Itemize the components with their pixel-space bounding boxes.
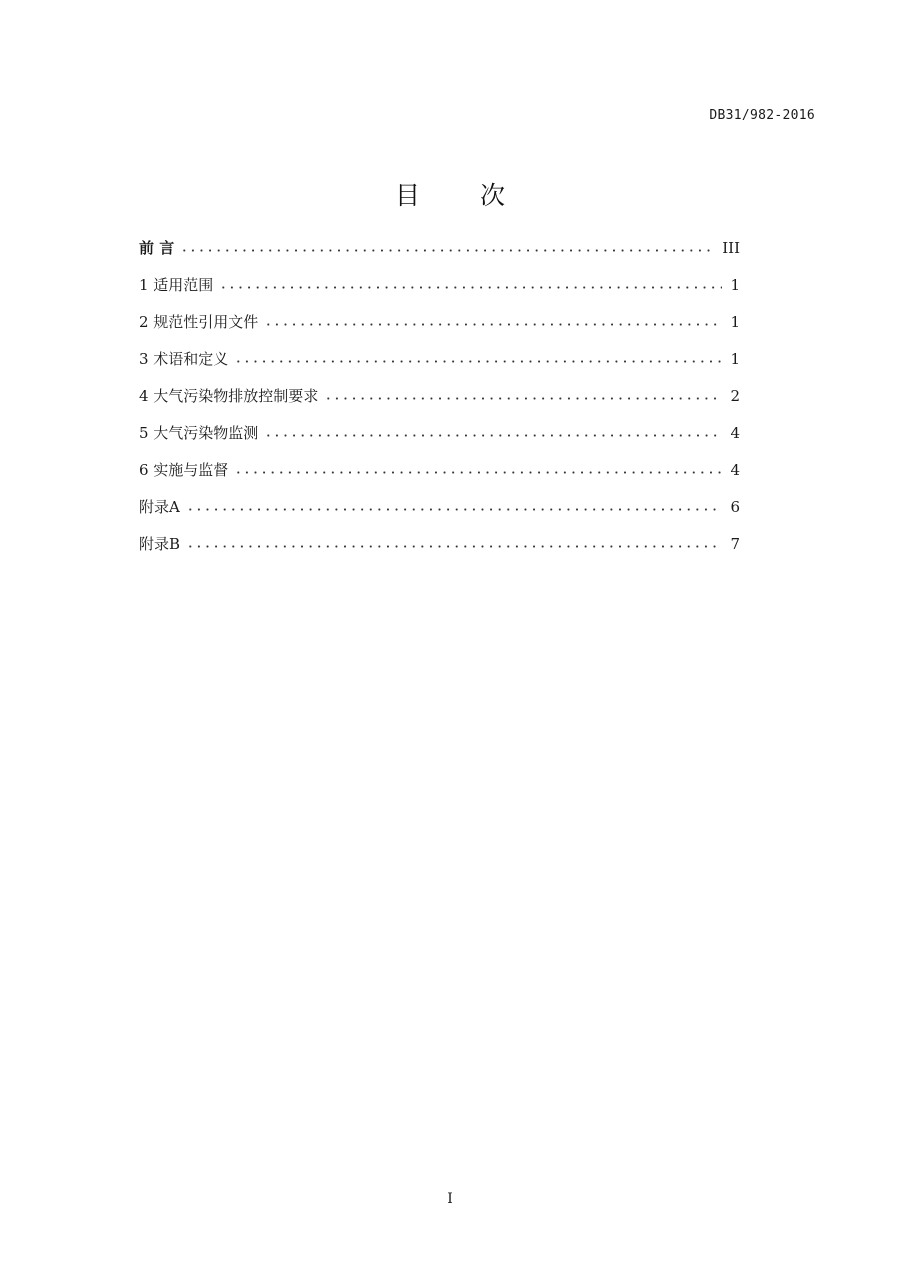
dot-leader (219, 286, 722, 289)
dot-leader (234, 471, 722, 474)
toc-entry-page: 1 (730, 349, 740, 368)
toc-entry-label: 前 言 (139, 238, 175, 257)
dot-leader (264, 434, 722, 437)
toc-entry-implementation[interactable] (139, 451, 740, 488)
toc-entry-page: 1 (730, 275, 740, 294)
toc-entry-monitoring[interactable] (139, 414, 740, 451)
table-of-contents (139, 229, 740, 562)
toc-entry-page: 1 (730, 312, 740, 331)
toc-entry-scope[interactable] (139, 266, 740, 303)
toc-entry-page: 6 (730, 497, 740, 516)
toc-entry-page: 4 (730, 423, 740, 442)
toc-entry-foreword[interactable] (139, 229, 740, 266)
toc-entry-label: 6 实施与监督 (139, 460, 229, 479)
toc-entry-emission-control[interactable] (139, 377, 740, 414)
toc-entry-label: 5 大气污染物监测 (139, 423, 259, 442)
dot-leader (234, 360, 722, 363)
document-code: DB31/982-2016 (709, 108, 815, 123)
dot-leader (186, 508, 722, 511)
toc-entry-label: 1 适用范围 (139, 275, 214, 294)
dot-leader (324, 397, 722, 400)
toc-entry-page: 7 (730, 534, 740, 553)
toc-entry-page: III (722, 238, 740, 257)
dot-leader (264, 323, 722, 326)
toc-entry-label: 附录B (139, 534, 181, 553)
page-number: I (447, 1191, 453, 1207)
toc-entry-label: 附录A (139, 497, 180, 516)
toc-entry-page: 4 (730, 460, 740, 479)
toc-entry-appendix-a[interactable] (139, 488, 740, 525)
toc-entry-terms-definitions[interactable] (139, 340, 740, 377)
toc-entry-page: 2 (730, 386, 740, 405)
toc-entry-label: 4 大气污染物排放控制要求 (139, 386, 319, 405)
toc-entry-label: 2 规范性引用文件 (139, 312, 259, 331)
toc-title: 目 次 (395, 181, 531, 210)
dot-leader (180, 249, 714, 252)
toc-entry-label: 3 术语和定义 (139, 349, 229, 368)
dot-leader (186, 545, 722, 548)
toc-entry-normative-references[interactable] (139, 303, 740, 340)
toc-entry-appendix-b[interactable] (139, 525, 740, 562)
